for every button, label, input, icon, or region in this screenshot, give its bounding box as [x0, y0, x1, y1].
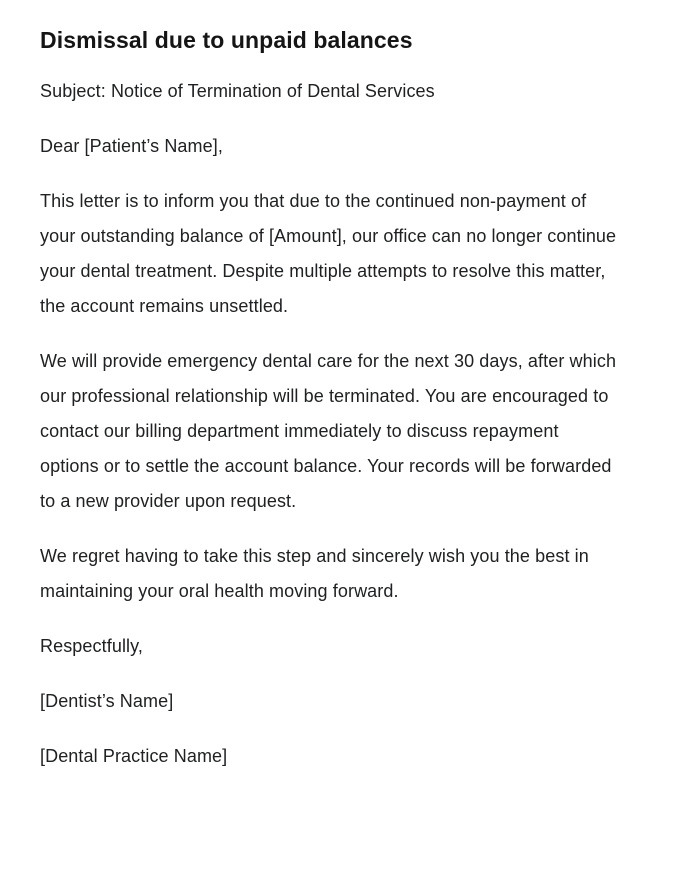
closing-line: Respectfully, — [40, 635, 144, 656]
signature-practice-line: [Dental Practice Name] — [40, 745, 228, 766]
body-paragraph-3: We regret having to take this step and sincerely wish you the best in maintaining your oral health moving forward. — [40, 545, 589, 601]
signature-name-line: [Dentist’s Name] — [40, 690, 174, 711]
body-paragraph-2: We will provide emergency dental care for the next 30 days, after which our professional relationship will be terminated. You are encouraged to contact our billing department immediately to discuss repayment options or to settle the account balance. Your records will be forwarded to a new provider upon request. — [40, 350, 617, 511]
greeting-line: Dear [Patient’s Name], — [40, 135, 223, 156]
page-title: Dismissal due to unpaid balances — [40, 27, 413, 53]
subject-line: Subject: Notice of Termination of Dental Services — [40, 80, 435, 101]
body-paragraph-1: This letter is to inform you that due to the continued non-payment of your outstanding balance of [Amount], our office can no longer continue your dental treatment. Despite multiple attempts to resolve this matter, the account remains unsettled. — [40, 190, 617, 316]
